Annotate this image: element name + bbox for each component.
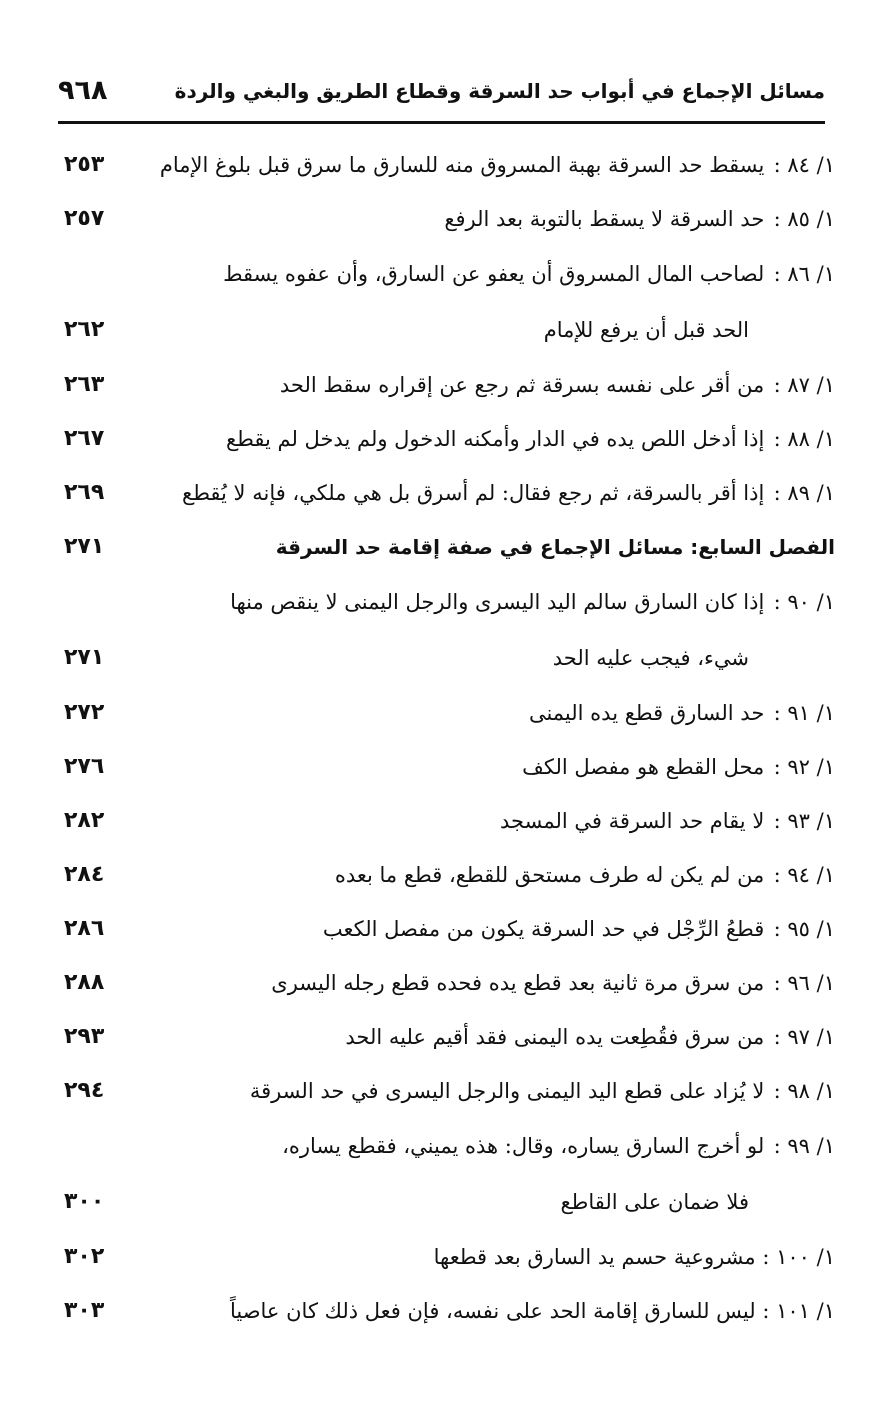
entry-title: حد السرقة لا يسقط بالتوبة بعد الرفع	[444, 207, 765, 231]
entry-title: لا يقام حد السرقة في المسجد	[500, 809, 765, 833]
entry-title: لو أخرج السارق يساره، وقال: هذه يميني، فقطع يساره،	[282, 1134, 765, 1158]
header-rule	[58, 121, 825, 124]
toc-entry	[144, 752, 835, 782]
entry-page: ٢٧١	[64, 645, 105, 670]
entry-page: ٢٩٤	[64, 1078, 105, 1103]
toc-entry	[144, 968, 835, 998]
entry-page: ٣٠٣	[64, 1298, 105, 1323]
toc-row	[58, 412, 835, 466]
entry-page: ٢٦٧	[64, 426, 105, 451]
toc-entry	[144, 424, 835, 454]
toc-entry	[144, 698, 835, 728]
toc-entry	[144, 478, 835, 508]
entry-title: يسقط حد السرقة بهبة المسروق منه للسارق ما سرق قبل بلوغ الإمام	[159, 153, 765, 177]
toc-chapter-row	[58, 520, 835, 574]
entry-title: من سرق مرة ثانية بعد قطع يده فحده قطع رجله اليسرى	[271, 971, 765, 995]
entry-page: ٢٨٤	[64, 862, 105, 887]
entry-number: ١/ ٩١ :	[773, 701, 835, 725]
chapter-heading: الفصل السابع: مسائل الإجماع في صفة إقامة حد السرقة	[275, 535, 835, 559]
toc-row-continuation	[58, 1174, 835, 1230]
entry-number: ١/ ٩٨ :	[773, 1079, 835, 1103]
entry-number: ١/ ٨٩ :	[773, 481, 835, 505]
toc-row	[58, 574, 835, 630]
entry-title: فلا ضمان على القاطع	[560, 1190, 749, 1214]
toc-row	[58, 1230, 835, 1284]
entry-number: ١/ ٩٤ :	[773, 863, 835, 887]
entry-page: ٢٨٢	[64, 808, 105, 833]
entry-title: من أقر على نفسه بسرقة ثم رجع عن إقراره سقط الحد	[279, 373, 765, 397]
entry-number: ١/ ٨٨ :	[773, 427, 835, 451]
entry-title: من سرق فقُطِعت يده اليمنى فقد أقيم عليه الحد	[345, 1025, 765, 1049]
toc-entry	[144, 860, 835, 890]
entry-number: ١/ ٨٦ :	[773, 262, 835, 286]
toc-entry	[144, 1187, 835, 1217]
toc-row	[58, 686, 835, 740]
entry-number: ١/ ٨٤ :	[773, 153, 835, 177]
toc-entry	[144, 315, 835, 345]
toc-row	[58, 848, 835, 902]
toc-row	[58, 1118, 835, 1174]
page-header	[58, 66, 825, 106]
toc-row	[58, 466, 835, 520]
entry-number: ١/ ٩٩ :	[773, 1134, 835, 1158]
toc-row	[58, 1064, 835, 1118]
entry-page: ٢٨٦	[64, 916, 105, 941]
entry-title: الحد قبل أن يرفع للإمام	[543, 318, 749, 342]
entry-title: شيء، فيجب عليه الحد	[552, 646, 749, 670]
entry-page: ٢٦٢	[64, 317, 105, 342]
entry-number: ١/ ٩٦ :	[773, 971, 835, 995]
toc-row	[58, 956, 835, 1010]
running-title: مسائل الإجماع في أبواب حد السرقة وقطاع الطريق والبغي والردة	[174, 79, 825, 103]
entry-title: قطعُ الرِّجْل في حد السرقة يكون من مفصل الكعب	[322, 917, 765, 941]
entry-page: ٢٦٣	[64, 372, 105, 397]
entry-number: ١/ ٩٠ :	[773, 590, 835, 614]
toc-row	[58, 192, 835, 246]
toc-entry	[144, 204, 835, 234]
entry-title: من لم يكن له طرف مستحق للقطع، قطع ما بعده	[334, 863, 765, 887]
entry-page: ٢٧١	[64, 534, 105, 559]
entry-page: ٢٧٦	[64, 754, 105, 779]
toc-row	[58, 740, 835, 794]
toc-entry	[144, 587, 835, 617]
entry-page: ٢٥٣	[64, 152, 105, 177]
entry-page: ٢٦٩	[64, 480, 105, 505]
toc-entry	[144, 1242, 835, 1272]
entry-title: محل القطع هو مفصل الكف	[522, 755, 765, 779]
toc-entry	[144, 643, 835, 673]
toc-row	[58, 358, 835, 412]
toc-row	[58, 902, 835, 956]
toc-entry	[144, 1296, 835, 1326]
toc-entry	[144, 1076, 835, 1106]
entry-page: ٢٩٣	[64, 1024, 105, 1049]
toc-entry	[144, 914, 835, 944]
toc-row	[58, 1010, 835, 1064]
entry-number: ١/ ٨٥ :	[773, 207, 835, 231]
entry-number: ١/ ٨٧ :	[773, 373, 835, 397]
toc-row-continuation	[58, 302, 835, 358]
entry-number: ١/ ٩٢ :	[773, 755, 835, 779]
toc-entry	[144, 259, 835, 289]
entry-page: ٢٥٧	[64, 206, 105, 231]
toc-entry	[144, 370, 835, 400]
toc-row-continuation	[58, 630, 835, 686]
entry-title: مشروعية حسم يد السارق بعد قطعها	[433, 1245, 756, 1269]
toc-entry	[144, 1131, 835, 1161]
entry-title: لصاحب المال المسروق أن يعفو عن السارق، وأن عفوه يسقط	[223, 262, 765, 286]
entry-number: ١/ ٩٧ :	[773, 1025, 835, 1049]
page-number: ٩٦٨	[58, 75, 108, 106]
entry-number: ١/ ١٠٠ :	[762, 1245, 835, 1269]
entry-page: ٢٧٢	[64, 700, 105, 725]
toc-row	[58, 794, 835, 848]
entry-page: ٢٨٨	[64, 970, 105, 995]
toc-row	[58, 246, 835, 302]
entry-page: ٣٠٠	[64, 1189, 105, 1214]
entry-number: ١/ ١٠١ :	[762, 1299, 835, 1323]
entry-title: حد السارق قطع يده اليمنى	[528, 701, 765, 725]
entry-title: لا يُزاد على قطع اليد اليمنى والرجل اليسرى في حد السرقة	[249, 1079, 765, 1103]
entry-title: إذا كان السارق سالم اليد اليسرى والرجل اليمنى لا ينقص منها	[230, 590, 765, 614]
entry-number: ١/ ٩٥ :	[773, 917, 835, 941]
toc-row	[58, 138, 835, 192]
entry-title: إذا أدخل اللص يده في الدار وأمكنه الدخول ولم يدخل لم يقطع	[225, 427, 765, 451]
entry-title: ليس للسارق إقامة الحد على نفسه، فإن فعل ذلك كان عاصياً	[229, 1299, 756, 1323]
entry-page: ٣٠٢	[64, 1244, 105, 1269]
toc-entry	[144, 150, 835, 180]
table-of-contents	[58, 138, 835, 1338]
entry-title: إذا أقر بالسرقة، ثم رجع فقال: لم أسرق بل هي ملكي، فإنه لا يُقطع	[182, 481, 765, 505]
toc-row	[58, 1284, 835, 1338]
entry-number: ١/ ٩٣ :	[773, 809, 835, 833]
toc-entry	[144, 1022, 835, 1052]
toc-entry	[144, 806, 835, 836]
